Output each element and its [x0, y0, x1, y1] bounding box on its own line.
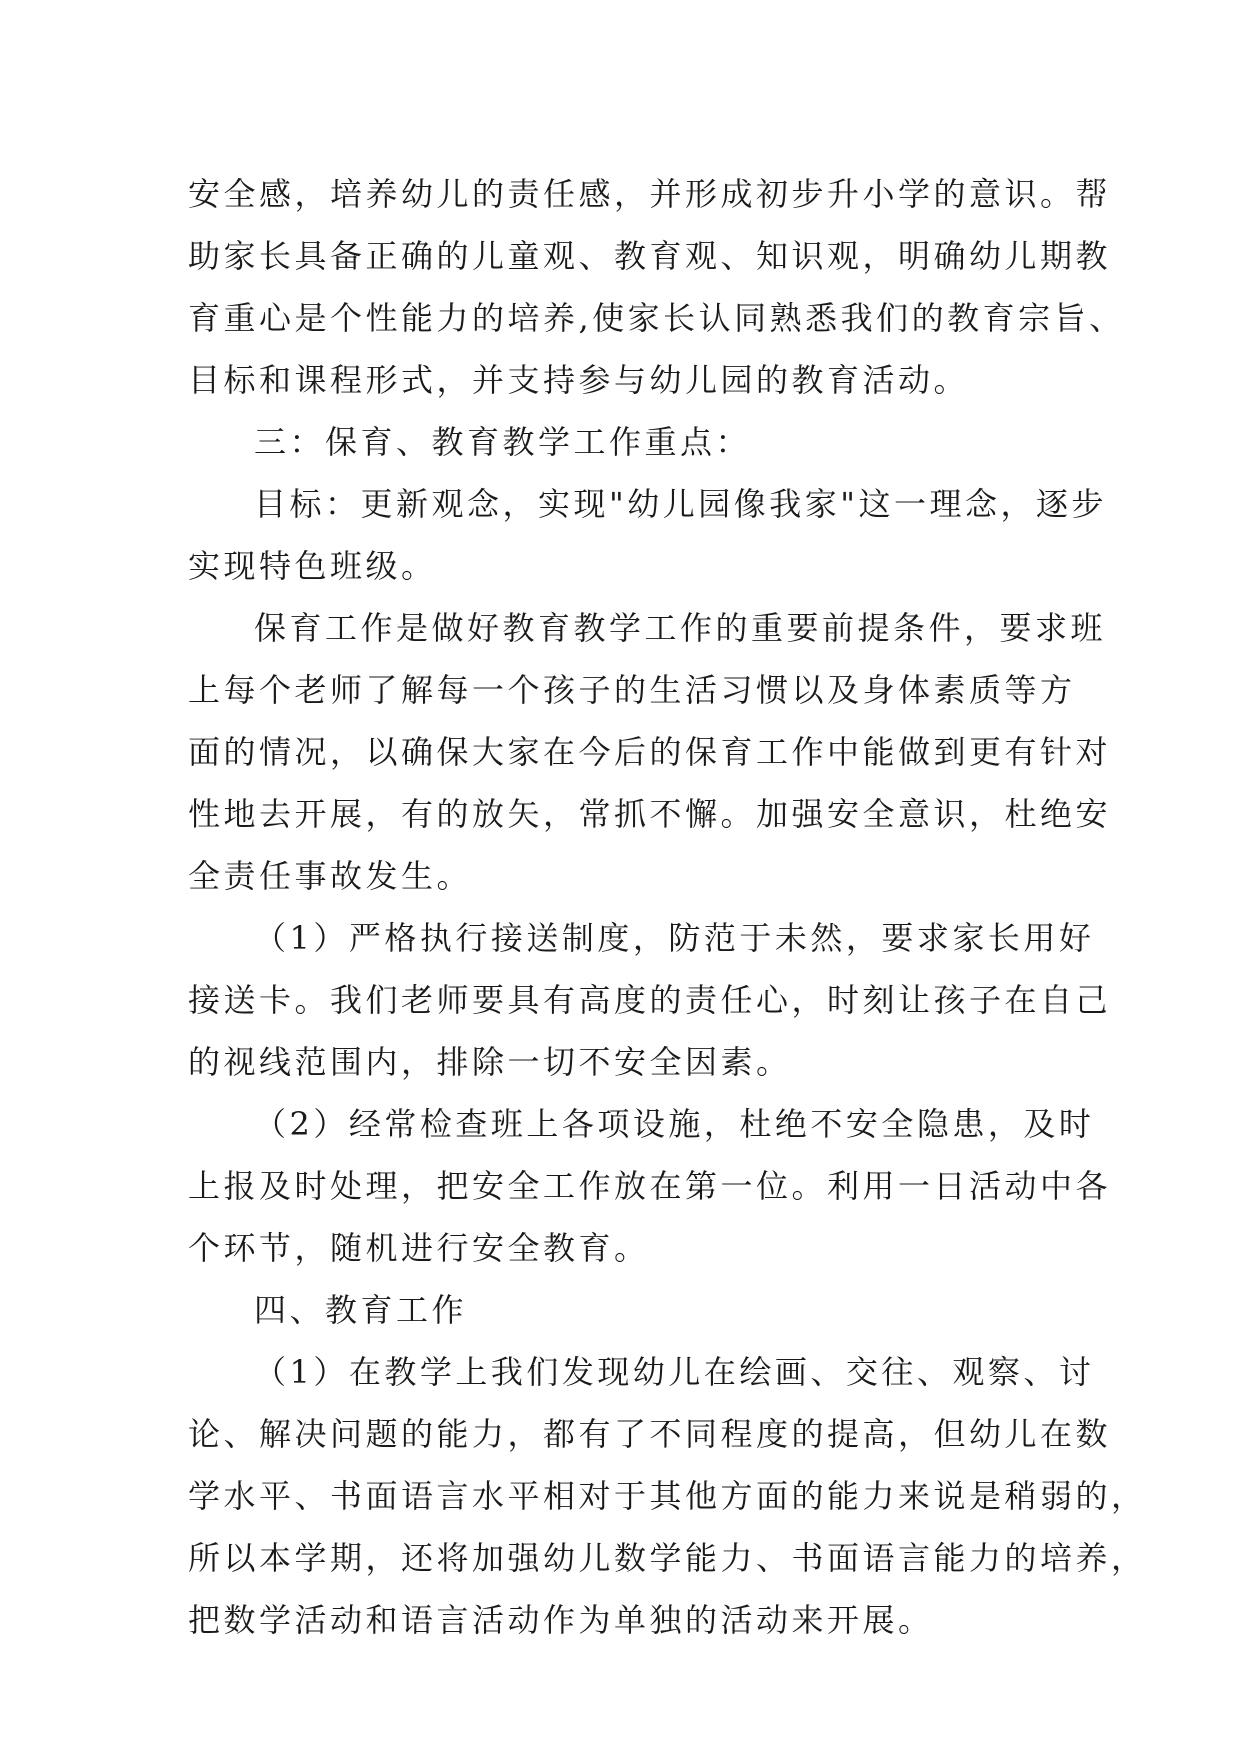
text-line: 助家长具备正确的儿童观、教育观、知识观，明确幼儿期教 [188, 237, 1112, 275]
text-line: 把数学活动和语言活动作为单独的活动来开展。 [188, 1601, 934, 1639]
text-line: 上报及时处理，把安全工作放在第一位。利用一日活动中各 [188, 1167, 1112, 1205]
text-line: 的视线范围内，排除一切不安全因素。 [188, 1043, 792, 1081]
text-line: 实现特色班级。 [188, 547, 437, 585]
text-line: 保育工作是做好教育教学工作的重要前提条件，要求班 [254, 609, 1107, 647]
section-heading: 四、教育工作 [254, 1291, 468, 1329]
document-body [188, 163, 1147, 1651]
text-line: 所以本学期，还将加强幼儿数学能力、书面语言能力的培养， [188, 1539, 1147, 1577]
text-line: 育重心是个性能力的培养,使家长认同熟悉我们的教育宗旨、 [188, 299, 1125, 337]
text-line: （1）严格执行接送制度，防范于未然，要求家长用好 [254, 919, 1095, 957]
text-line: 目标和课程形式，并支持参与幼儿园的教育活动。 [188, 361, 970, 399]
text-line: （1）在教学上我们发现幼儿在绘画、交往、观察、讨 [254, 1353, 1095, 1391]
text-line: 安全感，培养幼儿的责任感，并形成初步升小学的意识。帮 [188, 175, 1112, 213]
text-line: 论、解决问题的能力，都有了不同程度的提高，但幼儿在数 [188, 1415, 1112, 1453]
text-line: 目标：更新观念，实现"幼儿园像我家"这一理念，逐步 [254, 485, 1107, 523]
text-line: 性地去开展，有的放矢，常抓不懈。加强安全意识，杜绝安 [188, 795, 1112, 833]
text-line: 接送卡。我们老师要具有高度的责任心，时刻让孩子在自己 [188, 981, 1112, 1019]
section-heading: 三：保育、教育教学工作重点： [254, 423, 752, 461]
text-line: 上每个老师了解每一个孩子的生活习惯以及身体素质等方 [188, 671, 1076, 709]
text-line: 面的情况，以确保大家在今后的保育工作中能做到更有针对 [188, 733, 1112, 771]
text-line: 学水平、书面语言水平相对于其他方面的能力来说是稍弱的， [188, 1477, 1147, 1515]
text-line: （2）经常检查班上各项设施，杜绝不安全隐患，及时 [254, 1105, 1095, 1143]
text-line: 个环节，随机进行安全教育。 [188, 1229, 650, 1267]
text-line: 全责任事故发生。 [188, 857, 473, 895]
